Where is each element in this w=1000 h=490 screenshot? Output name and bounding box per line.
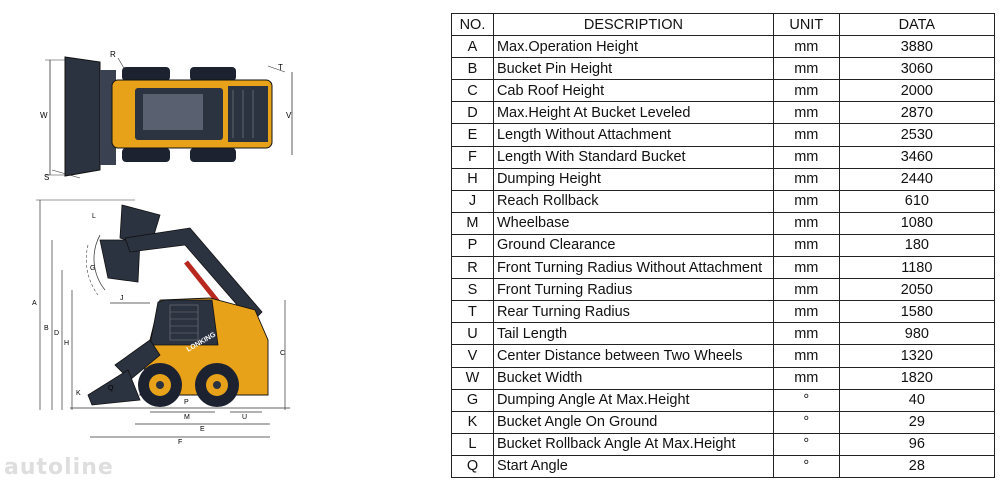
table-row [452,389,995,411]
side-view-drawing [32,200,290,446]
dim-label-e: E [200,426,205,433]
table-row [452,168,995,190]
dim-label-a: A [32,300,37,307]
table-row [452,367,995,389]
table-header-row [452,14,995,36]
row-no: E [452,124,494,146]
row-no: S [452,279,494,301]
row-data: 28 [839,455,994,477]
row-no: A [452,36,494,58]
table-row [452,146,995,168]
row-data: 180 [839,234,994,256]
dim-label-s: S [44,173,50,182]
row-unit: mm [773,80,839,102]
row-data: 1580 [839,301,994,323]
top-view-drawing [40,50,292,182]
row-description: Start Angle [493,455,773,477]
row-data: 2870 [839,102,994,124]
row-unit: mm [773,301,839,323]
dim-label-f: F [178,439,183,446]
spec-table [451,13,995,478]
table-row [452,257,995,279]
row-description: Dumping Angle At Max.Height [493,389,773,411]
row-data: 2530 [839,124,994,146]
row-unit: mm [773,279,839,301]
row-description: Cab Roof Height [493,80,773,102]
row-unit: mm [773,190,839,212]
row-data: 1820 [839,367,994,389]
row-no: Q [452,455,494,477]
row-unit: mm [773,212,839,234]
row-data: 1320 [839,345,994,367]
row-data: 29 [839,411,994,433]
dim-label-w: W [40,111,48,120]
dim-label-t: T [278,63,283,72]
table-row [452,124,995,146]
dim-label-q: Q [108,385,114,392]
row-unit: mm [773,58,839,80]
table-body [452,36,995,478]
row-no: J [452,190,494,212]
row-description: Length Without Attachment [493,124,773,146]
table-row [452,323,995,345]
dim-label-j: J [120,295,124,302]
row-no: P [452,234,494,256]
row-no: H [452,168,494,190]
header-data: DATA [839,14,994,36]
row-no: W [452,367,494,389]
row-no: G [452,389,494,411]
row-data: 1080 [839,212,994,234]
row-data: 3060 [839,58,994,80]
table-row [452,279,995,301]
row-data: 2000 [839,80,994,102]
row-unit: mm [773,257,839,279]
dim-label-h: H [64,340,70,347]
row-no: B [452,58,494,80]
dim-label-m: M [184,414,190,421]
table-row [452,234,995,256]
row-unit: mm [773,323,839,345]
row-no: M [452,212,494,234]
row-unit: ° [773,455,839,477]
brand-logo: LONKING [185,331,218,354]
technical-drawings [0,0,440,490]
dim-label-c: C [280,350,286,357]
row-data: 610 [839,190,994,212]
row-no: F [452,146,494,168]
row-data: 3460 [839,146,994,168]
row-description: Max.Operation Height [493,36,773,58]
table-row [452,80,995,102]
dim-label-k: K [76,390,81,397]
row-description: Bucket Angle On Ground [493,411,773,433]
row-description: Reach Rollback [493,190,773,212]
row-no: K [452,411,494,433]
row-description: Dumping Height [493,168,773,190]
header-no: NO. [452,14,494,36]
dim-label-b: B [44,325,49,332]
dim-label-g: G [90,265,96,272]
row-no: C [452,80,494,102]
table-row [452,212,995,234]
row-data: 980 [839,323,994,345]
table-row [452,58,995,80]
row-description: Ground Clearance [493,234,773,256]
dim-label-r: R [110,50,116,59]
table-row [452,301,995,323]
row-description: Wheelbase [493,212,773,234]
row-description: Tail Length [493,323,773,345]
row-unit: mm [773,367,839,389]
table-row [452,455,995,477]
row-unit: ° [773,433,839,455]
row-description: Length With Standard Bucket [493,146,773,168]
table-row [452,411,995,433]
header-unit: UNIT [773,14,839,36]
row-description: Bucket Width [493,367,773,389]
watermark: autoline [4,455,114,480]
row-data: 2050 [839,279,994,301]
row-no: D [452,102,494,124]
row-unit: mm [773,102,839,124]
row-unit: mm [773,36,839,58]
table-row [452,190,995,212]
dim-label-u: U [242,414,248,421]
row-no: U [452,323,494,345]
dim-label-d: D [54,330,60,337]
row-description: Bucket Pin Height [493,58,773,80]
row-unit: mm [773,124,839,146]
row-unit: ° [773,411,839,433]
row-description: Center Distance between Two Wheels [493,345,773,367]
row-no: L [452,433,494,455]
header-description: DESCRIPTION [493,14,773,36]
row-data: 40 [839,389,994,411]
row-no: T [452,301,494,323]
dim-label-v: V [286,111,292,120]
row-unit: mm [773,146,839,168]
row-no: R [452,257,494,279]
row-unit: mm [773,345,839,367]
row-description: Front Turning Radius Without Attachment [493,257,773,279]
table-row [452,433,995,455]
row-description: Rear Turning Radius [493,301,773,323]
table-row [452,36,995,58]
row-data: 1180 [839,257,994,279]
row-unit: mm [773,168,839,190]
row-description: Bucket Rollback Angle At Max.Height [493,433,773,455]
row-unit: mm [773,234,839,256]
row-data: 96 [839,433,994,455]
row-data: 2440 [839,168,994,190]
dim-label-p: P [184,399,189,406]
dim-label-l: L [92,213,96,220]
table-row [452,102,995,124]
row-description: Front Turning Radius [493,279,773,301]
row-description: Max.Height At Bucket Leveled [493,102,773,124]
table-row [452,345,995,367]
row-no: V [452,345,494,367]
row-unit: ° [773,389,839,411]
row-data: 3880 [839,36,994,58]
